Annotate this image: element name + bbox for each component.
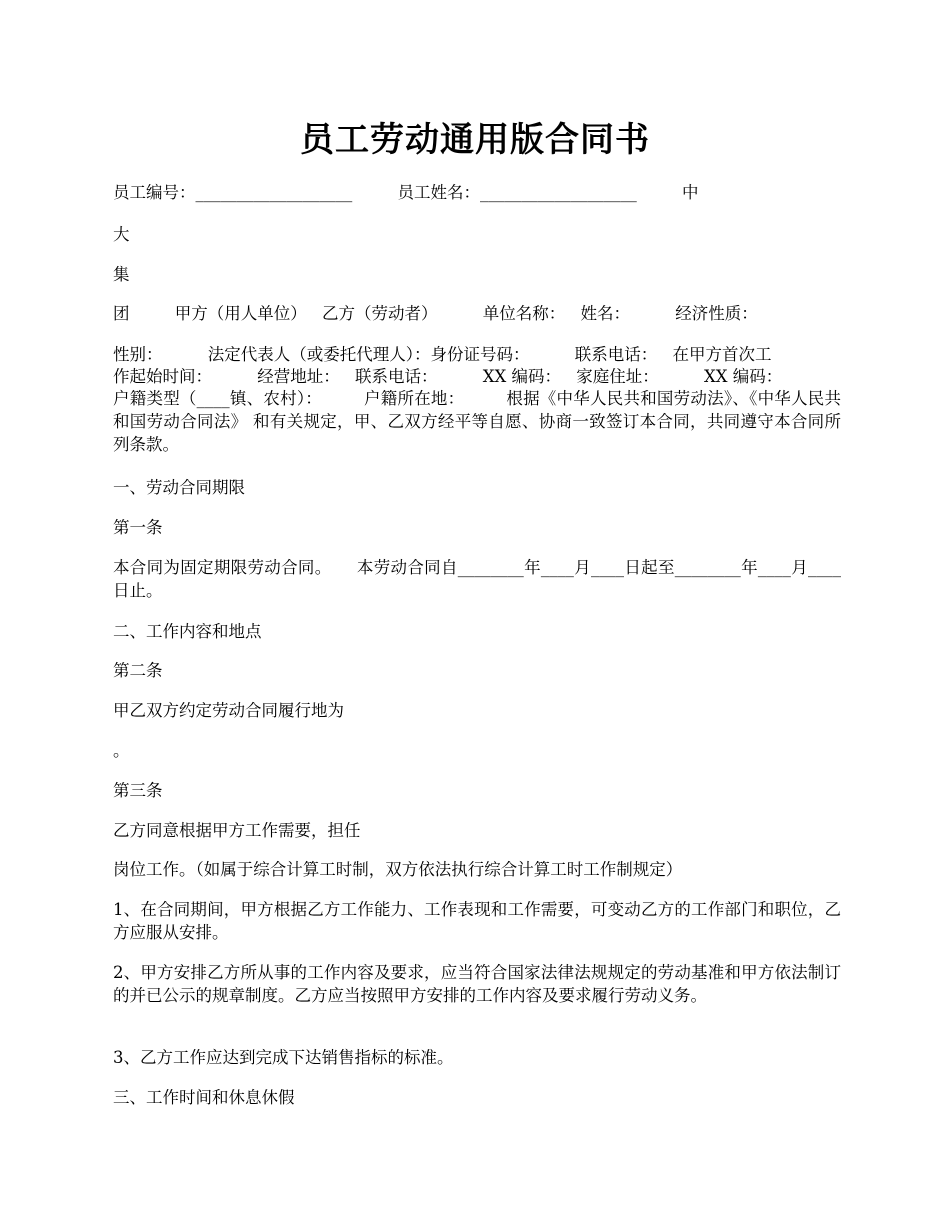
clause-item-2: 2、甲方安排乙方所从事的工作内容及要求，应当符合国家法律法规规定的劳动基准和甲方依法制订的并已公示的规章制度。乙方应当按照甲方安排的工作内容及要求履行劳动义务。 — [113, 963, 841, 1005]
employee-id-line — [113, 181, 841, 204]
article-2-label: 第二条 — [113, 661, 163, 680]
economic-nature-label: 经济性质： — [675, 304, 758, 323]
article-2-end: 。 — [113, 741, 130, 760]
clause-item-3: 3、乙方工作应达到完成下达销售指标的标准。 — [113, 1048, 454, 1067]
legal-rep-label: 法定代表人（或委托代理人）：身份证号码： — [207, 345, 530, 364]
section-2-heading: 二、工作内容和地点 — [113, 622, 262, 641]
article-3-text: 乙方同意根据甲方工作需要，担任 — [113, 821, 361, 840]
company-char-4: 团 — [113, 304, 130, 323]
info-line-2 — [113, 343, 841, 366]
article-1-text: 本合同为固定期限劳动合同。 本劳动合同自________年____月____日起至________年____月____日止。 — [113, 558, 842, 600]
name-label: 姓名： — [580, 304, 630, 323]
company-char-2: 大 — [113, 225, 130, 244]
parties-line — [113, 302, 841, 325]
section-3-heading: 三、工作时间和休息休假 — [113, 1088, 295, 1107]
phone-label-b: 联系电话： — [355, 367, 438, 386]
article-2-text: 甲乙双方约定劳动合同履行地为 — [113, 701, 344, 720]
home-address-label: 家庭住址： — [576, 367, 659, 386]
employee-name-field: 员工姓名：___________________ — [397, 183, 637, 202]
phone-label-a: 联系电话： — [574, 345, 658, 364]
article-3-label: 第三条 — [113, 781, 163, 800]
info-line-3 — [113, 365, 841, 388]
gender-label: 性别： — [113, 345, 163, 364]
first-work-label: 在甲方首次工 — [672, 345, 772, 364]
article-1-label: 第一条 — [113, 518, 163, 537]
unit-name-label: 单位名称： — [482, 304, 566, 323]
document-title: 员工劳动通用版合同书 — [300, 120, 650, 160]
section-1-heading: 一、劳动合同期限 — [113, 478, 245, 497]
party-a-label: 甲方（用人单位） — [174, 304, 307, 323]
business-address-label: 经营地址： — [257, 367, 340, 386]
article-3-post-text: 岗位工作。（如属于综合计算工时制，双方依法执行综合计算工时工作制规定） — [113, 860, 683, 879]
postal-code-label-a: XX 编码： — [482, 367, 561, 386]
party-b-label: 乙方（劳动者） — [322, 304, 438, 323]
household-and-legal-basis-paragraph: 户籍类型（____镇、农村）： 户籍所在地： 根据《中华人民共和国劳动法》、《中华人民共和国劳动合同法》 和有关规定，甲、乙双方经平等自愿、协商一致签订本合同，共同遵守本合同所列条款。 — [113, 389, 841, 454]
start-time-label: 作起始时间： — [113, 367, 212, 386]
company-char-3: 集 — [113, 265, 130, 284]
company-char-1: 中 — [682, 183, 699, 202]
clause-item-1: 1、在合同期间，甲方根据乙方工作能力、工作表现和工作需要，可变动乙方的工作部门和职位，乙方应服从安排。 — [113, 900, 841, 942]
employee-number-field: 员工编号：___________________ — [113, 183, 353, 202]
postal-code-label-b: XX 编码： — [704, 367, 783, 386]
